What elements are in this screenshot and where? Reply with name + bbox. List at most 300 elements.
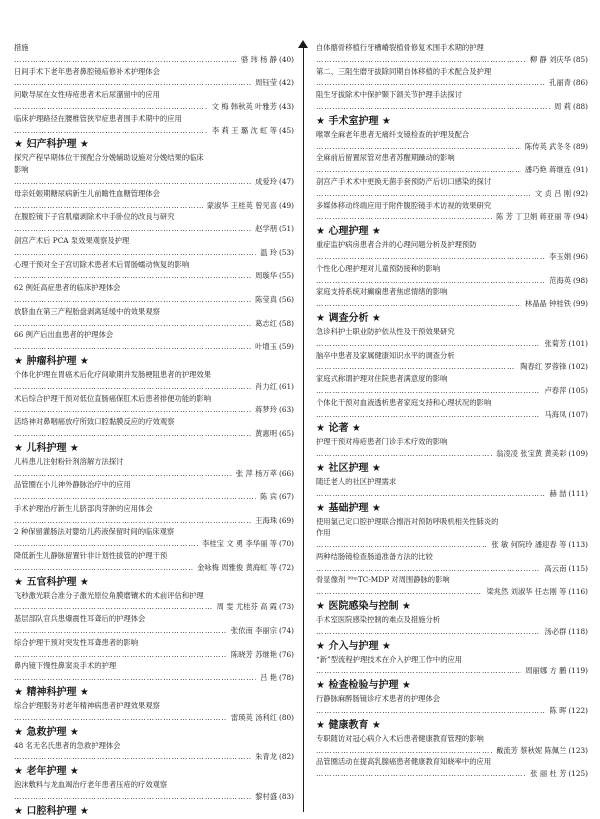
entry-page-number: (102) (568, 362, 588, 372)
toc-entry (14, 188, 294, 212)
dot-leader (14, 381, 251, 393)
entry-authors: 张 丽 杜 芳 (530, 769, 567, 779)
entry-page-number: (47) (279, 176, 294, 186)
dot-leader (316, 164, 521, 176)
entry-title: 手术护理治疗新生儿脐部肉芽肿的应用体会 (14, 503, 153, 513)
entry-authors: 汤必群 (544, 626, 567, 636)
toc-entry (316, 614, 588, 638)
section-heading: ★ 社区护理 ★ (316, 462, 381, 474)
dot-leader (316, 705, 545, 717)
entry-page-number: (70) (279, 539, 294, 549)
toc-entry (14, 42, 294, 66)
dot-leader (316, 563, 540, 575)
entry-page-number: (61) (279, 381, 294, 391)
entry-page-number: (82) (279, 752, 294, 762)
entry-authors: 蒋梦玲 (255, 405, 278, 415)
toc-entry (14, 282, 294, 306)
toc-entry (316, 326, 588, 350)
dot-leader (14, 625, 227, 637)
dot-leader (316, 665, 521, 677)
section-heading: ★ 急救护理 ★ (14, 726, 79, 738)
entry-authors: 陈 宾 (260, 492, 278, 502)
entry-page-number: (69) (279, 515, 294, 525)
entry-page-number: (123) (568, 745, 588, 755)
dot-leader (14, 751, 251, 763)
entry-title: 基层部队官兵患爆震性耳聋后的护理体会 (14, 614, 146, 624)
dot-leader (14, 77, 251, 89)
toc-entry (316, 373, 588, 397)
entry-byline (316, 275, 588, 287)
entry-byline (316, 488, 588, 500)
dot-leader (316, 77, 545, 89)
entry-page-number: (74) (279, 626, 294, 636)
toc-entry (14, 259, 294, 283)
toc-entry (316, 551, 588, 575)
entry-authors: 蒙淑华 王桂英 曾见喜 (206, 200, 278, 210)
entry-title: 综合护理服务对老年精神病患者护理效果观察 (14, 701, 160, 711)
entry-title: 放脐血在第三产程胎盘剥离延缓中的效果观察 (14, 306, 160, 316)
entry-byline (14, 270, 294, 282)
entry-byline (14, 515, 294, 527)
entry-authors: 周丽娜 方 鹏 (525, 666, 567, 676)
entry-title: 母亲妊娠期糖尿病新生儿前瞻性血糖管理体会 (14, 188, 160, 198)
dot-leader (14, 294, 251, 306)
entry-byline (316, 361, 588, 373)
entry-title: 2 种保留灌肠法对婴幼儿药液保留时间的临床观察 (14, 527, 175, 537)
section-heading: ★ 口腔科护理 ★ (14, 805, 89, 817)
entry-title: 骨显像剂 ⁹⁹ᵐTC-MDP 对周围静脉的影响 (316, 575, 450, 585)
toc-entry (14, 503, 294, 527)
dot-leader (14, 247, 256, 259)
entry-title: 问歇导尿在女性痔疮患者术后尿潴留中的应用 (14, 90, 160, 100)
entry-authors: 李 莉 王 璐 沈 虹 等 (212, 125, 278, 135)
entry-byline (14, 223, 294, 235)
entry-title: 随迁老人的社区护理需求 (316, 476, 397, 486)
toc-entry (14, 211, 294, 235)
toc-entry (14, 329, 294, 353)
entry-page-number: (43) (279, 101, 294, 111)
entry-title: 两种结肠镜检查肠道准备方法的比较 (316, 551, 433, 561)
dot-leader (14, 101, 208, 113)
dot-leader (316, 211, 492, 223)
entry-page-number: (55) (279, 271, 294, 281)
entry-authors: 柳 静 刘庆华 (529, 54, 572, 64)
entry-byline (14, 247, 294, 259)
entry-page-number: (63) (279, 405, 294, 415)
entry-page-number: (80) (279, 712, 294, 722)
entry-byline (14, 200, 294, 212)
entry-authors: 陶春红 罗蓉锋 (520, 362, 567, 372)
entry-authors: 文 贞 吕 刚 (534, 188, 572, 198)
entry-byline (316, 298, 588, 310)
entry-page-number: (105) (568, 385, 588, 395)
entry-byline (316, 251, 588, 263)
section-heading: ★ 五官科护理 ★ (14, 576, 89, 588)
entry-byline (14, 381, 294, 393)
entry-authors: 卢春萍 (544, 385, 567, 395)
dot-leader (14, 223, 251, 235)
entry-page-number: (111) (568, 488, 588, 498)
entry-page-number: (113) (568, 540, 588, 550)
entry-title: 剖宫产术后 PCA 泵效果观察及护理 (14, 235, 130, 245)
entry-byline (316, 54, 588, 66)
entry-title: 儿科患儿注射粉针剂溶解方法探讨 (14, 456, 124, 466)
entry-authors: 潘巧艳 蒋继连 (524, 165, 572, 175)
toc-entry (14, 89, 294, 113)
entry-authors: 周璇华 (255, 271, 278, 281)
section-heading: ★ 医院感染与控制 ★ (316, 601, 411, 613)
entry-authors: 陈传英 武冬冬 (524, 141, 572, 151)
dot-leader (316, 626, 540, 638)
toc-entry (316, 286, 588, 310)
entry-byline (14, 538, 294, 550)
entry-byline (316, 665, 588, 677)
entry-title: 品管圈在小儿神外静脉治疗中的应用 (14, 480, 131, 490)
entry-page-number: (91) (573, 165, 588, 175)
dot-leader (316, 188, 531, 200)
entry-byline (14, 77, 294, 89)
entry-authors: 温 玲 (260, 247, 278, 257)
toc-entry (14, 66, 294, 90)
section-heading: ★ 心理护理 ★ (316, 226, 381, 238)
dot-leader (14, 54, 237, 66)
entry-title: 家庭支持系统对癫痫患者焦虑情绪的影响 (316, 287, 448, 297)
entry-page-number: (122) (568, 706, 588, 716)
dot-leader (14, 125, 208, 137)
entry-page-number: (72) (279, 562, 294, 572)
entry-authors: 陈晓芳 苏继艳 (230, 649, 278, 659)
toc-entry (14, 779, 294, 803)
entry-authors: 骆 玮 杨 静 (240, 54, 278, 64)
entry-page-number: (116) (568, 587, 588, 597)
entry-authors: 赵学朋 (255, 224, 278, 234)
entry-authors: 王海珠 (255, 515, 278, 525)
entry-page-number: (115) (568, 563, 588, 573)
entry-authors: 黎村盛 (255, 792, 278, 802)
dot-leader (14, 491, 256, 503)
entry-page-number: (88) (573, 101, 588, 111)
toc-entry (316, 654, 588, 678)
toc-entry (316, 574, 588, 598)
entry-page-number: (76) (279, 649, 294, 659)
entry-authors: 周 莉 (554, 101, 572, 111)
dot-leader (316, 448, 492, 460)
entry-page-number: (101) (568, 338, 588, 348)
entry-authors: 朱青龙 (255, 752, 278, 762)
toc-entry (316, 176, 588, 200)
toc-entry (316, 89, 588, 113)
entry-page-number: (65) (279, 428, 294, 438)
dot-leader (316, 101, 550, 113)
section-heading: ★ 精神科护理 ★ (14, 687, 89, 699)
entry-byline (316, 77, 588, 89)
toc-entry (316, 516, 588, 551)
entry-title: 措施 (14, 43, 29, 52)
entry-title: 综合护理干预对突发性耳聋患者的影响 (14, 637, 139, 647)
entry-byline (316, 768, 588, 780)
dot-leader (14, 649, 227, 661)
dot-leader (14, 468, 232, 480)
entry-page-number: (85) (573, 54, 588, 64)
entry-authors: 黄惠明 (255, 428, 278, 438)
entry-byline (14, 751, 294, 763)
entry-authors: 张 萍 杨万萃 (235, 468, 278, 478)
entry-byline (316, 141, 588, 153)
entry-title: 飞秒激光联合准分子激光原位角膜磨镶术的术前评估和护理 (14, 590, 204, 600)
entry-title: 专职随访对冠心病介入术后患者健康教育管理的影响 (316, 733, 484, 743)
toc-entry (316, 200, 588, 224)
entry-title: 探究产程早期体位干预配合分娩辅助设施对分娩结果的临床 (14, 153, 204, 163)
toc-entry (316, 350, 588, 374)
entry-page-number: (49) (279, 200, 294, 210)
entry-title: 临床护理路径在腰椎管狭窄症患者围手术期中的应用 (14, 113, 182, 123)
entry-title: 阻生牙拔除术中保护颞下颌关节护理手法探讨 (316, 90, 462, 100)
entry-page-number: (94) (573, 212, 588, 222)
entry-page-number: (51) (279, 224, 294, 234)
entry-title: 心理干预对全子宫切除术患者术后胃肠蠕动恢复的影响 (14, 259, 190, 269)
entry-title: 降低新生儿静脉留置针非计划性拔管的护理干预 (14, 551, 168, 561)
entry-title: 个体化护理在胃癌术后化疗间歇期并发肠梗阻患者的护理效果 (14, 369, 212, 379)
entry-byline (14, 101, 294, 113)
entry-byline (316, 705, 588, 717)
toc-entry (316, 733, 588, 757)
entry-title: 护理干预对痔疮患者门诊手术疗效的影响 (316, 437, 448, 447)
toc-entry (14, 113, 294, 137)
toc-entry (14, 700, 294, 724)
entry-page-number: (66) (279, 468, 294, 478)
section-heading: ★ 介入与护理 ★ (316, 640, 391, 652)
entry-authors: 孔丽青 (549, 78, 572, 88)
toc-entry (14, 306, 294, 330)
entry-page-number: (45) (279, 125, 294, 135)
entry-byline (316, 188, 588, 200)
entry-page-number: (92) (573, 188, 588, 198)
toc-entry (14, 526, 294, 550)
toc-entry (14, 660, 294, 684)
entry-page-number: (78) (279, 673, 294, 683)
entry-byline (14, 468, 294, 480)
entry-byline (316, 338, 588, 350)
entry-authors: 李桂宝 文 勇 李华丽 等 (202, 539, 278, 549)
dot-leader (14, 428, 251, 440)
entry-page-number: (53) (279, 247, 294, 257)
entry-title: 手术室医院感染控制的难点及措施分析 (316, 615, 441, 625)
entry-title: 作用 (316, 528, 331, 538)
entry-authors: 张 敏 何院玲 潘迎春 等 (491, 540, 567, 550)
entry-byline (316, 385, 588, 397)
entry-page-number: (56) (279, 294, 294, 304)
entry-authors: 叶增玉 (255, 342, 278, 352)
dot-leader (14, 562, 193, 574)
entry-authors: 葛志红 (255, 318, 278, 328)
toc-entry (14, 550, 294, 574)
entry-byline (14, 176, 294, 188)
entry-authors: 肖力红 (255, 381, 278, 391)
toc-entry (316, 436, 588, 460)
toc-entry (14, 613, 294, 637)
entry-title: 家庭式称谓护理对住院患者满意度的影响 (316, 374, 448, 384)
entry-authors: 赫 喆 (549, 488, 567, 498)
toc-entry (316, 42, 588, 66)
dot-leader (316, 586, 482, 598)
entry-byline (316, 101, 588, 113)
toc-entry (316, 476, 588, 500)
entry-page-number: (99) (573, 299, 588, 309)
entry-byline (316, 563, 588, 575)
entry-authors: 陈 芳 丁卫娟 蒋亚丽 等 (496, 212, 572, 222)
dot-leader (316, 251, 545, 263)
entry-page-number: (59) (279, 342, 294, 352)
dot-leader (14, 176, 251, 188)
dot-leader (316, 539, 487, 551)
entry-title: 品管圈活动在提高乳腺癌患者健康教育知晓率中的应用 (316, 757, 492, 767)
dot-leader (14, 200, 203, 212)
dot-leader (14, 318, 251, 330)
toc-entry (316, 693, 588, 717)
toc-left-column (14, 42, 294, 819)
toc-entry (316, 129, 588, 153)
entry-authors: 张依南 李丽宗 (230, 626, 278, 636)
entry-title: 脑卒中患者及家属健康知识水平的调查分析 (316, 350, 455, 360)
entry-title: 48 名无名氏患者的急救护理体会 (14, 740, 121, 750)
dot-leader (316, 745, 492, 757)
dot-leader (316, 141, 521, 153)
entry-byline (316, 745, 588, 757)
toc-entry (14, 235, 294, 259)
entry-byline (316, 164, 588, 176)
entry-byline (14, 404, 294, 416)
section-heading: ★ 老年护理 ★ (14, 766, 79, 778)
entry-authors: 陈 晖 (549, 706, 567, 716)
entry-byline (14, 791, 294, 803)
toc-entry (14, 479, 294, 503)
entry-authors: 翁凌凌 张宝黄 黄美彩 (496, 449, 567, 459)
entry-authors: 张菊芳 (544, 338, 567, 348)
entry-title: “新”型流程护理技术在介入护理工作中的应用 (316, 654, 463, 664)
entry-byline (14, 125, 294, 137)
entry-authors: 高云南 (544, 563, 567, 573)
entry-page-number: (118) (568, 626, 588, 636)
entry-page-number: (96) (573, 251, 588, 261)
entry-byline (14, 54, 294, 66)
section-heading: ★ 基础护理 ★ (316, 502, 381, 514)
dot-leader (14, 538, 198, 550)
toc-entry (14, 416, 294, 440)
section-heading: ★ 儿科护理 ★ (14, 442, 79, 454)
entry-title: 66 例产后出血患者的护理体会 (14, 330, 114, 340)
entry-authors: 戴流芳 蔡秋妮 陈佩兰 (496, 745, 567, 755)
entry-authors: 陈莹真 (255, 294, 278, 304)
section-heading: ★ 调查分析 ★ (316, 312, 381, 324)
dot-leader (14, 341, 251, 353)
entry-page-number: (67) (279, 492, 294, 502)
entry-title: 第二、三阻生磨牙拔除同期自体移植的手术配合及护理 (316, 66, 492, 76)
entry-authors: 周 雯 尤桂芬 高 霞 (216, 602, 278, 612)
entry-page-number: (86) (573, 78, 588, 88)
entry-authors: 周钰莹 (255, 78, 278, 88)
toc-entry (316, 152, 588, 176)
entry-byline (14, 341, 294, 353)
entry-byline (14, 491, 294, 503)
dot-leader (14, 270, 251, 282)
entry-byline (316, 586, 588, 598)
entry-page-number: (119) (568, 666, 588, 676)
toc-entry (316, 397, 588, 421)
entry-page-number: (98) (573, 275, 588, 285)
section-heading: ★ 肿瘤科护理 ★ (14, 355, 89, 367)
toc-entry (316, 239, 588, 263)
dot-leader (316, 768, 526, 780)
entry-title: 多媒体移动终端应用于附件腹腔镜手术访视的效果研究 (316, 200, 492, 210)
entry-title: 使用氯己定口腔护理联合擦浴对预防呼吸机相关性肺炎的 (316, 516, 499, 526)
dot-leader (14, 712, 227, 724)
dot-leader (14, 404, 251, 416)
entry-authors: 林晶晶 钟桂铁 (524, 299, 572, 309)
entry-title: 自体髂骨移植行牙槽嵴裂植骨修复术围手术期的护理 (316, 43, 484, 52)
dot-leader (14, 601, 213, 613)
entry-page-number: (83) (279, 792, 294, 802)
entry-page-number: (42) (279, 78, 294, 88)
entry-title: 62 例妊高症患者的临床护理体会 (14, 283, 121, 293)
entry-byline (14, 562, 294, 574)
toc-entry (14, 369, 294, 393)
entry-page-number: (73) (279, 602, 294, 612)
entry-title: 重症监护病房患者合并的心理问题分析及护理预防 (316, 240, 477, 250)
entry-byline (14, 428, 294, 440)
dot-leader (14, 515, 251, 527)
toc-entry (14, 740, 294, 764)
toc-entry (316, 756, 588, 780)
dot-leader (316, 409, 540, 421)
entry-byline (14, 672, 294, 684)
entry-authors: 范海英 (549, 275, 572, 285)
dot-leader (316, 488, 545, 500)
entry-byline (316, 448, 588, 460)
dot-leader (316, 298, 521, 310)
entry-title: 个性化心理护理对儿童预防接种的影响 (316, 263, 441, 273)
entry-page-number: (58) (279, 318, 294, 328)
toc-entry (14, 456, 294, 480)
toc-entry (14, 590, 294, 614)
entry-title: 泡沫敷料与龙血竭治疗老年患者压疮的疗效观察 (14, 780, 168, 790)
entry-authors: 李玉娟 (549, 251, 572, 261)
entry-authors: 吕 艳 (260, 673, 278, 683)
entry-authors: 梁兆然 刘淑华 任志刚 等 (486, 587, 567, 597)
section-heading: ★ 手术室护理 ★ (316, 115, 391, 127)
entry-title: 日间手术下老年患者鼻腔镜疝修补术护理体会 (14, 66, 160, 76)
entry-title: 喉罩全麻老年患者无痛纤支镜检查的护理及配合 (316, 129, 470, 139)
entry-page-number: (89) (573, 141, 588, 151)
entry-title: 影响 (14, 165, 29, 175)
column-divider (303, 42, 304, 812)
entry-byline (316, 211, 588, 223)
entry-title: 个体化干预对血液透析患者家庭支持和心理状况的影响 (316, 397, 492, 407)
entry-page-number: (40) (279, 54, 294, 64)
toc-entry (14, 152, 294, 187)
entry-title: 行静脉麻醉肠镜诊疗术患者的护理体会 (316, 694, 441, 704)
entry-authors: 金咏梅 周雅俊 黄海虹 等 (197, 562, 278, 572)
toc-entry (14, 393, 294, 417)
dot-leader (14, 791, 251, 803)
entry-byline (14, 318, 294, 330)
entry-title: 剖宫产手术术中更换无菌手套预防产后切口感染的探讨 (316, 176, 492, 186)
section-heading: ★ 检查检验与护理 ★ (316, 680, 411, 692)
entry-page-number: (109) (568, 449, 588, 459)
toc-entry (316, 263, 588, 287)
entry-page-number: (125) (568, 769, 588, 779)
entry-byline (14, 625, 294, 637)
entry-title: 鼻内镜下慢性鼻窦炎手术的护理 (14, 661, 117, 671)
